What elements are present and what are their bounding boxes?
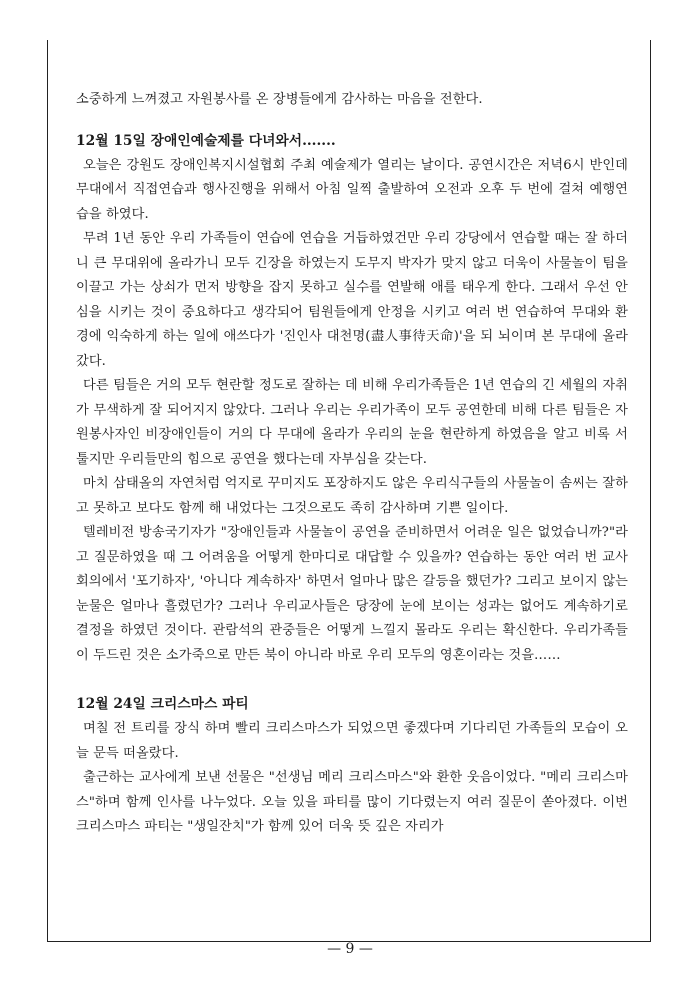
paragraph: 오늘은 강원도 장애인복지시설협회 주최 예술제가 열리는 날이다. 공연시간은 저녁6시 반인데 무대에서 직접연습과 행사진행을 위해서 아침 일찍 출발하여 오전과 오후 두 번에 걸쳐 예행연습을 하였다. [76, 157, 628, 222]
paragraph: 텔레비전 방송국기자가 "장애인들과 사물놀이 공연을 준비하면서 어려운 일은 없었습니까?"라고 질문하였을 때 그 어려움을 어떻게 한마디로 대답할 수 있을까? 연습하는 동안 여러 번 교사회의에서 '포기하자', '아니다 계속하자' 하면서 얼마나 많은 갈등을 했던가? 그리고 보이지 않는 눈물은 얼마나 흘렸던가? 그러나 우리교사들은 당장에 눈에 보이는 성과는 없어도 계속하기로 결정을 하였던 것이다. 관람석의 관중들은 어떻게 느낄지 몰라도 우리는 확신한다. 우리가족들이 두드린 것은 소가죽으로 만든 북이 아니라 바로 우리 모두의 영혼이라는 것을…… [76, 525, 628, 663]
page-number: — 9 — [327, 941, 373, 957]
lead-paragraph: 소중하게 느껴졌고 자원봉사를 온 장병들에게 감사하는 마음을 전한다. [76, 92, 483, 107]
section-heading-christmas-party: 12월 24일 크리스마스 파티 [76, 696, 249, 712]
paragraph: 다른 팀들은 거의 모두 현란할 정도로 잘하는 데 비해 우리가족들은 1년 연습의 긴 세월의 자취가 무색하게 잘 되어지지 않았다. 그러나 우리는 우리가족이 모두 공연한데 비해 다른 팀들은 자원봉사자인 비장애인들이 거의 다 무대에 올라가 우리의 눈을 현란하게 하였음을 알고 비록 서툴지만 우리들만의 힘으로 공연을 했다는데 자부심을 갖는다. [76, 378, 628, 467]
paragraph: 며칠 전 트리를 장식 하며 빨리 크리스마스가 되었으면 좋겠다며 기다리던 가족들의 모습이 오늘 문득 떠올랐다. [76, 721, 628, 761]
paragraph: 출근하는 교사에게 보낸 선물은 "선생님 메리 크리스마스"와 환한 웃음이었다. "메리 크리스마스"하며 함께 인사를 나누었다. 오늘 있을 파티를 많이 기다렸는지 여러 질문이 쏟아졌다. 이번 크리스마스 파티는 "생일잔치"가 함께 있어 더욱 뜻 깊은 자리가 [76, 770, 628, 834]
document-body [76, 88, 628, 840]
paragraph: 무려 1년 동안 우리 가족들이 연습에 연습을 거듭하였건만 우리 강당에서 연습할 때는 잘 하더니 큰 무대위에 올라가니 모두 긴장을 하였는지 도무지 박자가 맞지 않고 더욱이 사물놀이 팀을 이끌고 가는 상쇠가 먼저 방향을 잡지 못하고 실수를 연발해 애를 태우게 한다. 그래서 우선 안심을 시키는 것이 중요하다고 생각되어 팀원들에게 안정을 시키고 여러 번 연습하여 무대와 환경에 익숙하게 하는 일에 애쓰다가 '진인사 대천명(盡人事待天命)'을 되 뇌이며 본 무대에 올라갔다. [76, 231, 628, 369]
paragraph: 마치 삼태올의 자연처럼 억지로 꾸미지도 포장하지도 않은 우리식구들의 사물놀이 솜씨는 잘하고 못하고 보다도 함께 해 내었다는 그것으로도 족히 감사하며 기쁜 일이다. [76, 476, 628, 516]
section-heading-art-festival: 12월 15일 장애인예술제를 다녀와서....... [76, 132, 336, 149]
